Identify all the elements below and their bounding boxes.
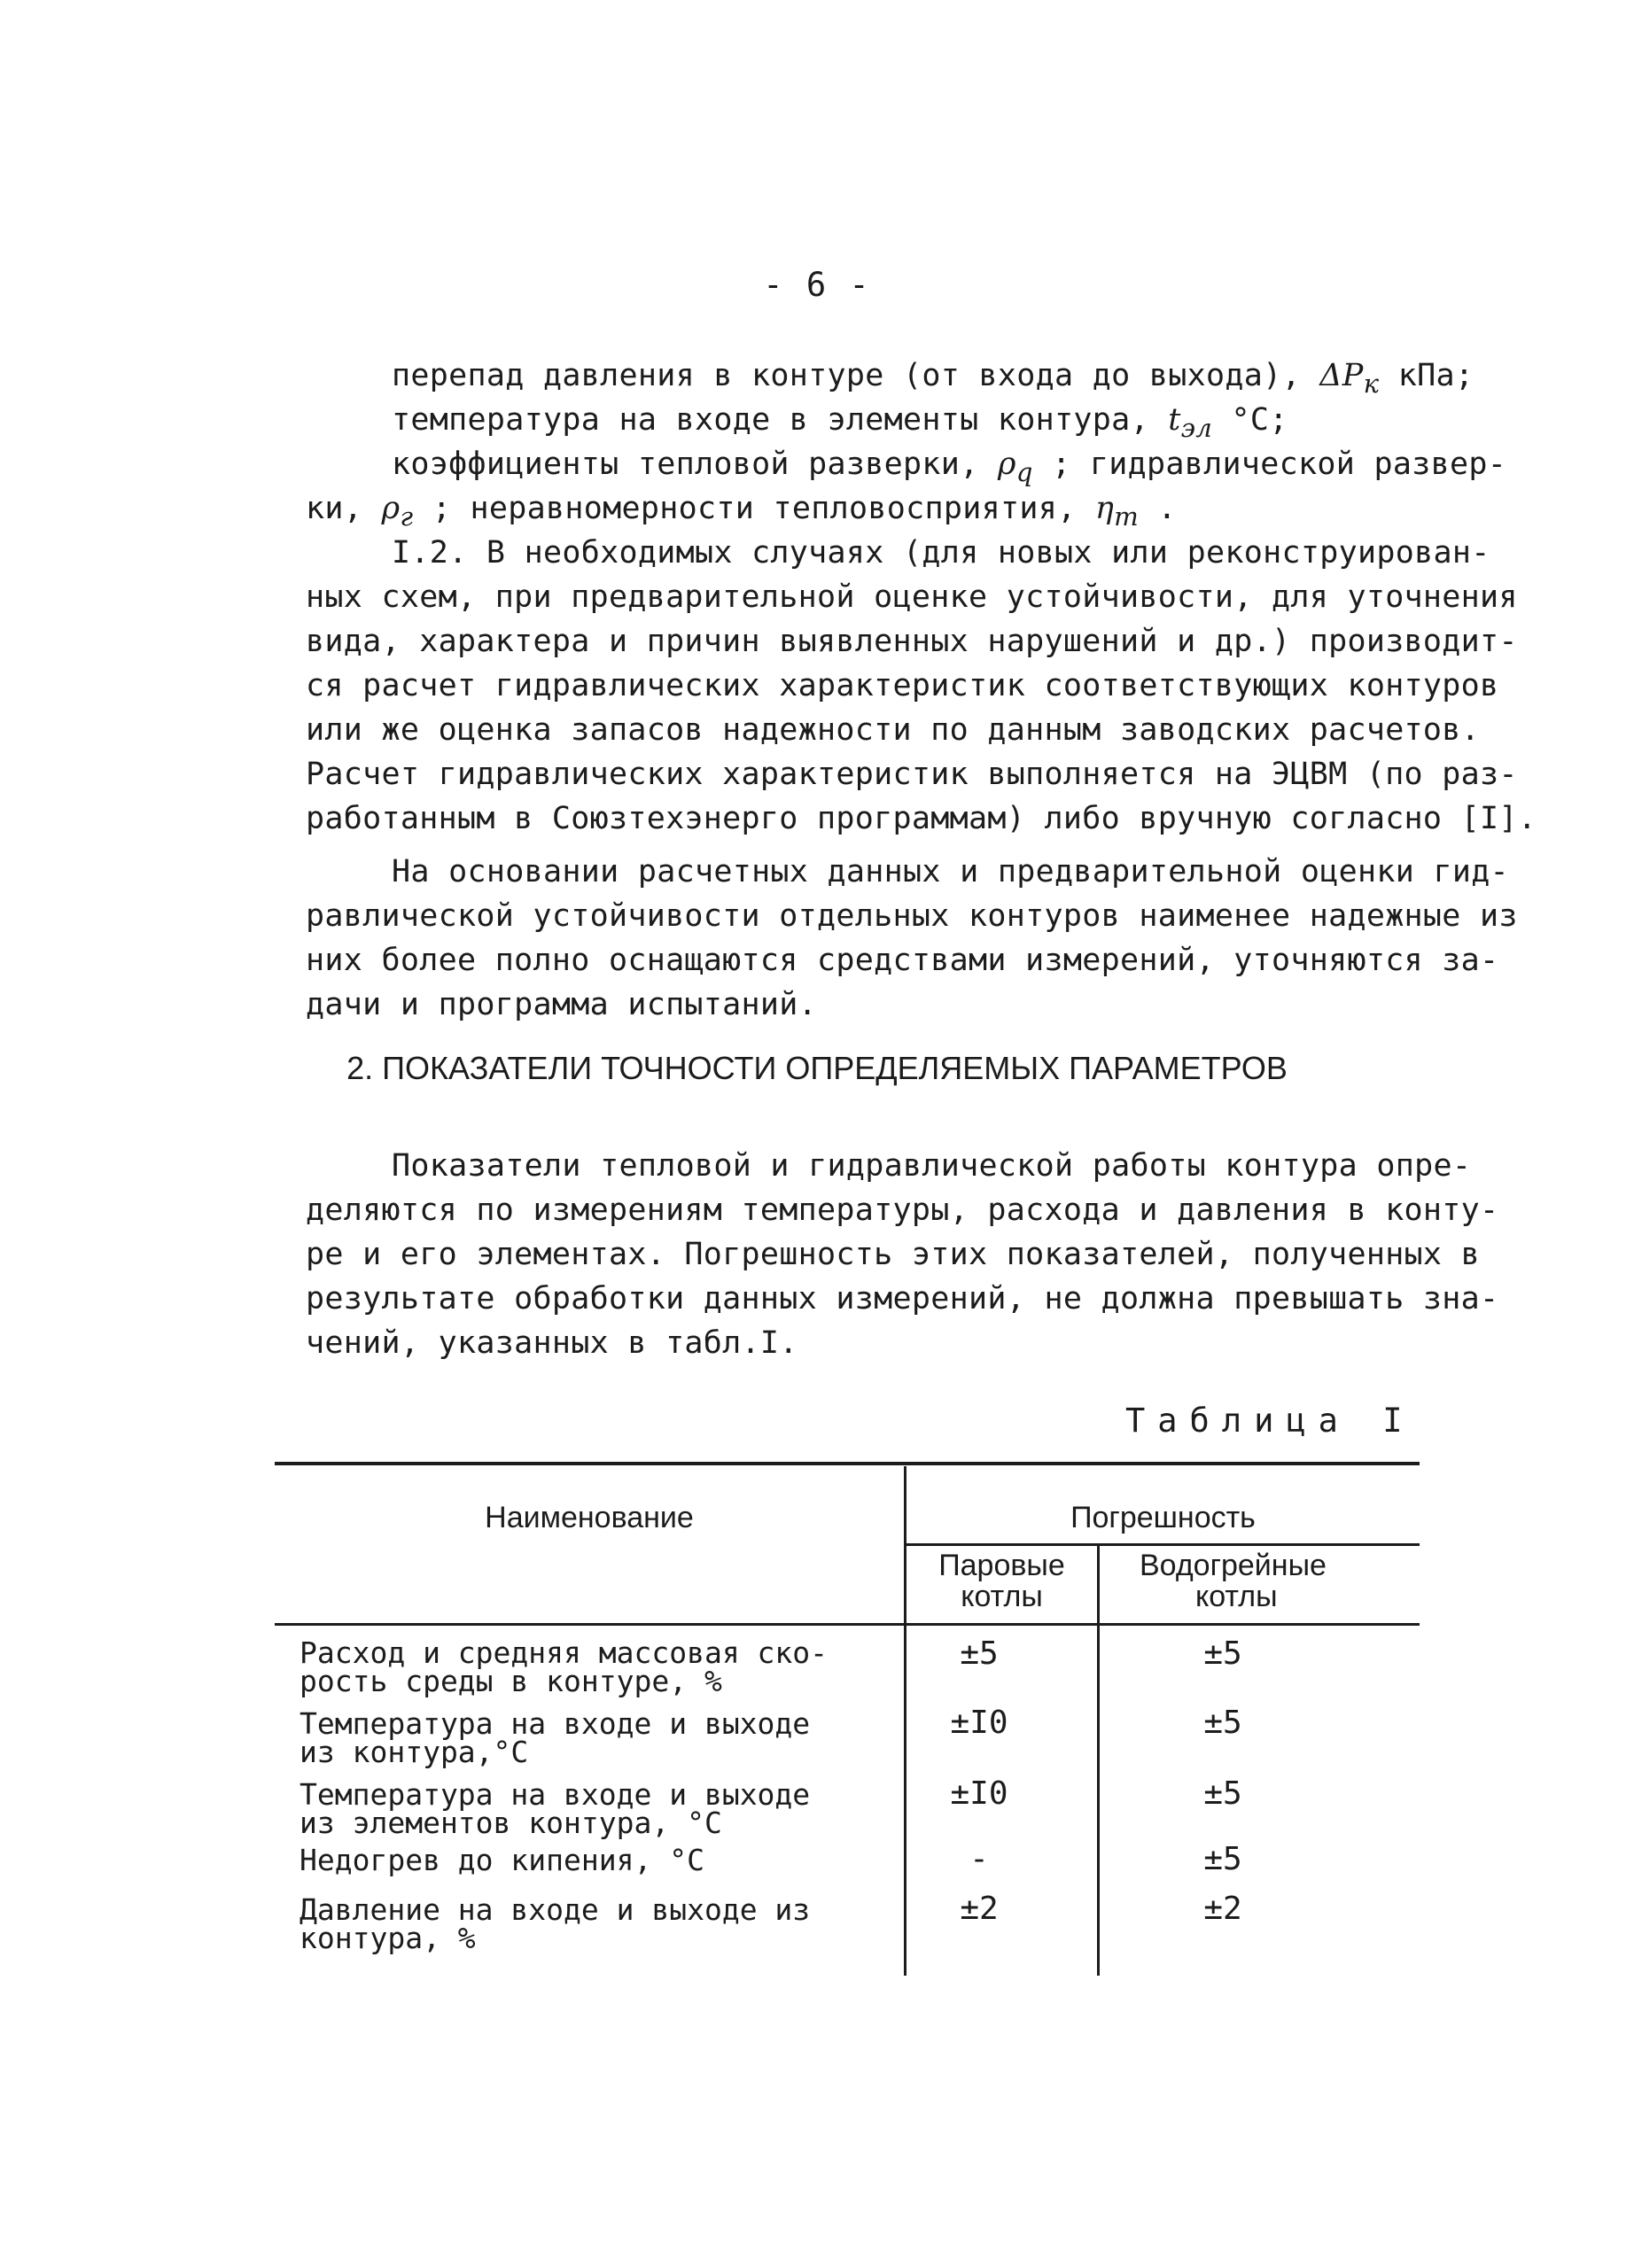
t-subscript: эл: [1180, 413, 1213, 443]
row-water-value: ±5: [1203, 1775, 1242, 1812]
row-water-value: ±5: [1203, 1841, 1242, 1877]
row-name-line: Недогрев до кипения, °С: [300, 1843, 704, 1877]
row-name-line: из контура,°С: [300, 1735, 529, 1769]
row-name-line: Температура на входе и выходе: [300, 1706, 811, 1741]
param-unit: кПа;: [1379, 358, 1474, 393]
section-1-2-line: Расчет гидравлических характеристик выполняется на ЭЦВМ (по раз-: [306, 757, 1518, 792]
section-1-2-line: ных схем, при предварительной оценке устойчивости, для уточнения: [306, 579, 1518, 615]
row-water-value: ±5: [1203, 1635, 1242, 1672]
paragraph-line: дачи и программа испытаний.: [306, 987, 818, 1022]
rho-g-symbol: ρ: [381, 491, 401, 526]
row-name-line: из элементов контура, °С: [300, 1806, 722, 1840]
table-subheader-rule: [904, 1543, 1420, 1546]
header-name: Наименование: [485, 1501, 694, 1534]
paragraph-line: На основании расчетных данных и предварительной оценки гид-: [392, 854, 1509, 889]
paragraph-line: них более полно оснащаются средствами измерений, уточняются за-: [306, 943, 1499, 978]
subheader-water-1: Водогрейные: [1140, 1549, 1327, 1582]
table-top-rule: [275, 1462, 1420, 1465]
row-steam-value: ±2: [960, 1891, 999, 1927]
paragraph-line: ре и его элементах. Погрешность этих показателей, полученных в: [306, 1237, 1481, 1272]
section-1-2-line: ся расчет гидравлических характеристик соответствующих контуров: [306, 668, 1499, 703]
param-unit: °С;: [1212, 402, 1288, 438]
row-steam-value: ±I0: [950, 1705, 1008, 1741]
section-heading: 2. ПОКАЗАТЕЛИ ТОЧНОСТИ ОПРЕДЕЛЯЕМЫХ ПАРАМЕТРОВ: [346, 1050, 1288, 1086]
paragraph-line: чений, указанных в табл.I.: [306, 1325, 798, 1361]
eta-subscript: т: [1114, 501, 1140, 532]
row-steam-value: ±I0: [950, 1775, 1008, 1812]
delta-p-symbol: ΔP: [1319, 358, 1364, 393]
page-number: - 6 -: [763, 266, 871, 304]
row-name-line: рость среды в контуре, %: [300, 1664, 722, 1698]
table-header-rule: [275, 1623, 1420, 1626]
param-text: ; гидравлической развер-: [1032, 447, 1507, 482]
section-1-2-line: работанным в Союзтехэнерго программам) либо вручную согласно [I].: [306, 801, 1537, 836]
header-error: Погрешность: [1070, 1501, 1256, 1534]
param-text: ; неравномерности тепловосприятия,: [413, 491, 1095, 526]
rho-g-subscript: г: [400, 501, 414, 532]
row-water-value: ±2: [1203, 1891, 1242, 1927]
row-name-line: Температура на входе и выходе: [300, 1777, 811, 1812]
row-name-line: Расход и средняя массовая ско-: [300, 1635, 829, 1670]
paragraph-line: деляются по измерениям температуры, расхода и давления в конту-: [306, 1192, 1499, 1228]
section-1-2-line: вида, характера и причин выявленных нарушений и др.) производит-: [306, 624, 1518, 659]
t-symbol: t: [1168, 402, 1181, 438]
row-name-line: контура, %: [300, 1921, 476, 1955]
paragraph-line: результате обработки данных измерений, не должна превышать зна-: [306, 1281, 1499, 1317]
eta-symbol: η: [1094, 491, 1115, 526]
subheader-steam-1: Паровые: [938, 1549, 1065, 1582]
subheader-water-2: котлы: [1195, 1580, 1278, 1613]
paragraph-line: равлической устойчивости отдельных контуров наименее надежные из: [306, 898, 1518, 934]
rho-q-symbol: ρ: [997, 447, 1016, 482]
table-caption: Таблица I: [1125, 1402, 1415, 1440]
section-1-2-line: I.2. В необходимых случаях (для новых или реконструирован-: [392, 535, 1490, 571]
param-text: перепад давления в контуре (от входа до выхода),: [392, 358, 1320, 393]
row-name-line: Давление на входе и выходе из: [300, 1892, 811, 1927]
param-line-temperature: [392, 399, 1288, 449]
param-line-coefficients: [392, 443, 1506, 493]
param-line-pressure-drop: [392, 354, 1474, 405]
param-text: .: [1139, 491, 1177, 526]
delta-p-subscript: к: [1363, 369, 1380, 399]
row-water-value: ±5: [1203, 1705, 1242, 1741]
row-steam-value: ±5: [960, 1635, 999, 1672]
section-1-2-line: или же оценка запасов надежности по данным заводских расчетов.: [306, 712, 1481, 748]
param-text: коэффициенты тепловой разверки,: [392, 447, 998, 482]
paragraph-line: Показатели тепловой и гидравлической работы контура опре-: [392, 1148, 1472, 1184]
rho-q-subscript: q: [1015, 457, 1033, 487]
param-text: ки,: [306, 491, 382, 526]
row-steam-value: -: [969, 1841, 989, 1877]
param-line-coefficients-cont: [306, 487, 1177, 538]
subheader-steam-2: котлы: [961, 1580, 1043, 1613]
param-text: температура на входе в элементы контура,: [392, 402, 1169, 438]
